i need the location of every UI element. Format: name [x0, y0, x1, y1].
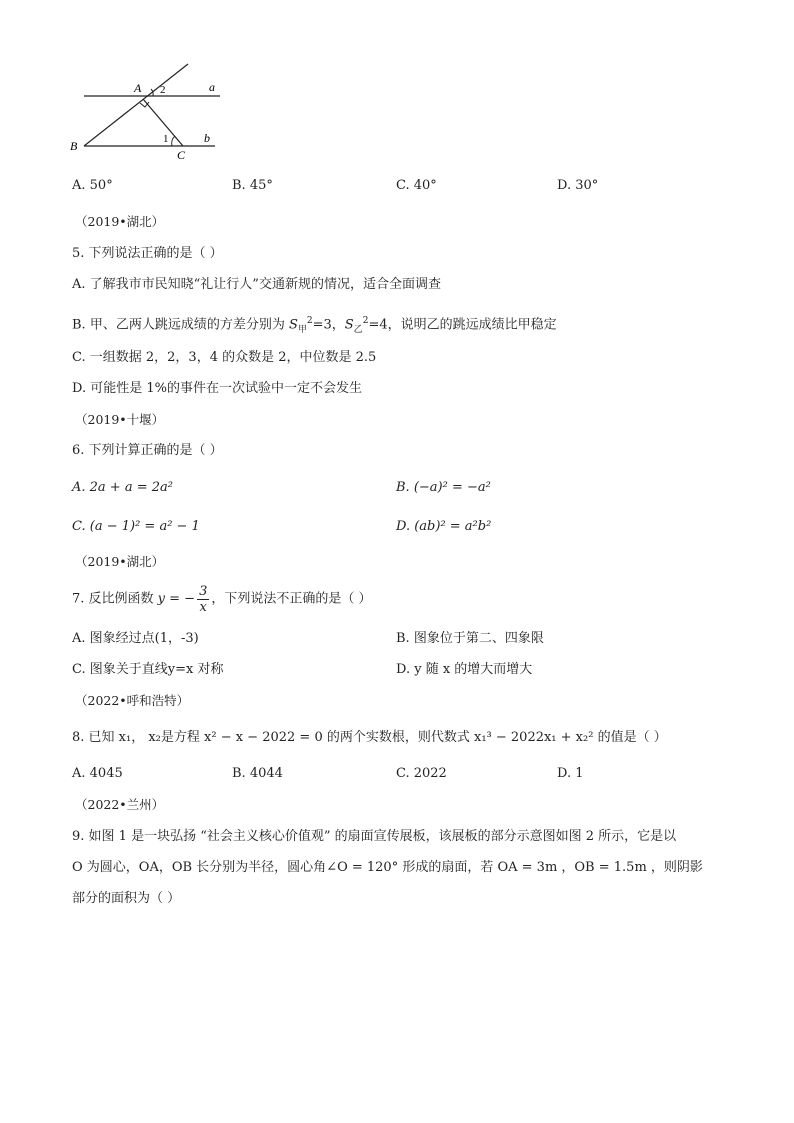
- q6-stem: 6. 下列计算正确的是（ ）: [72, 443, 223, 458]
- q6-source: （2019•十堰）: [75, 412, 165, 427]
- q8-option-b[interactable]: B. 4044: [232, 766, 283, 781]
- q8-source: （2022•呼和浩特）: [75, 693, 190, 708]
- q5-option-a[interactable]: A. 了解我市市民知晓“礼让行人”交通新规的情况，适合全面调查: [72, 277, 441, 292]
- q8-option-d[interactable]: D. 1: [557, 766, 584, 781]
- q7-stem: [72, 584, 372, 624]
- label-a: a: [209, 80, 215, 94]
- q4-option-b[interactable]: B. 45°: [232, 178, 273, 193]
- q7-fraction-denominator: x: [199, 600, 207, 615]
- q7-option-d[interactable]: D. y 随 x 的增大而增大: [396, 662, 533, 677]
- q5-s2: S: [344, 317, 354, 333]
- q7-stem-post: ，下列说法不正确的是（ ）: [211, 591, 372, 607]
- q5-s2-sup: 2: [362, 316, 369, 326]
- q6-option-d[interactable]: D. (ab)² = a²b²: [396, 519, 492, 534]
- q5-s1: S: [288, 317, 298, 333]
- q5-val1: =3，: [312, 317, 345, 333]
- q7-stem-pre: 7. 反比例函数: [72, 591, 158, 607]
- q5-s1-sup: 2: [306, 316, 313, 326]
- q9-line-2: O 为圆心，OA，OB 长分别为半径，圆心角∠O = 120° 形成的扇面，若 OA = 3m ，OB = 1.5m ，则阴影: [72, 860, 703, 875]
- label-B: B: [70, 139, 78, 153]
- q9-source: （2022•兰州）: [75, 797, 165, 812]
- label-b: b: [204, 131, 210, 145]
- q6-option-c[interactable]: C. (a − 1)² = a² − 1: [72, 519, 200, 534]
- q7-option-c[interactable]: C. 图象关于直线y=x 对称: [72, 662, 224, 677]
- q8-option-a[interactable]: A. 4045: [72, 766, 123, 781]
- q7-option-b[interactable]: B. 图象位于第二、四象限: [396, 631, 544, 646]
- label-angle-1: 1: [163, 133, 169, 145]
- q6-option-b[interactable]: B. (−a)² = −a²: [396, 480, 491, 495]
- label-A: A: [134, 81, 142, 95]
- q7-fraction: [197, 584, 209, 615]
- q7-option-a[interactable]: A. 图象经过点(1，-3): [72, 631, 199, 646]
- geometry-figure: [60, 58, 240, 168]
- q5-s2-sub: 乙: [353, 324, 363, 335]
- q5-source: （2019•湖北）: [75, 214, 165, 229]
- q5-option-b-pre: B. 甲、乙两人跳远成绩的方差分别为: [72, 317, 289, 333]
- q5-s1-sub: 甲: [297, 324, 307, 335]
- angle-1-arc: [172, 136, 175, 146]
- q8-option-c[interactable]: C. 2022: [396, 766, 447, 781]
- q4-option-a[interactable]: A. 50°: [72, 178, 113, 193]
- q7-function: y = −: [157, 591, 196, 607]
- q5-option-c[interactable]: C. 一组数据 2，2，3，4 的众数是 2，中位数是 2.5: [72, 350, 377, 365]
- q5-option-b[interactable]: [72, 312, 557, 339]
- q7-fraction-numerator: 3: [199, 584, 208, 599]
- q7-source: （2019•湖北）: [75, 554, 165, 569]
- q5-val2: =4: [368, 317, 388, 333]
- q5-stem: 5. 下列说法正确的是（ ）: [72, 246, 223, 261]
- q4-option-d[interactable]: D. 30°: [557, 178, 599, 193]
- label-angle-2: 2: [160, 84, 166, 96]
- q5-option-b-post: ，说明乙的跳远成绩比甲稳定: [387, 317, 557, 333]
- q4-option-c[interactable]: C. 40°: [396, 178, 437, 193]
- label-C: C: [177, 148, 186, 162]
- q8-stem: 8. 已知 x₁， x₂是方程 x² − x − 2022 = 0 的两个实数根，则代数式 x₁³ − 2022x₁ + x₂² 的值是（ ）: [72, 730, 667, 745]
- q5-option-d[interactable]: D. 可能性是 1%的事件在一次试验中一定不会发生: [72, 381, 362, 396]
- q6-option-a[interactable]: A. 2a + a = 2a²: [72, 480, 173, 495]
- q9-line-3: 部分的面积为（ ）: [72, 891, 181, 906]
- q9-line-1: 9. 如图 1 是一块弘扬 “社会主义核心价值观” 的扇面宣传展板，该展板的部分示意图如图 2 所示，它是以: [72, 829, 677, 844]
